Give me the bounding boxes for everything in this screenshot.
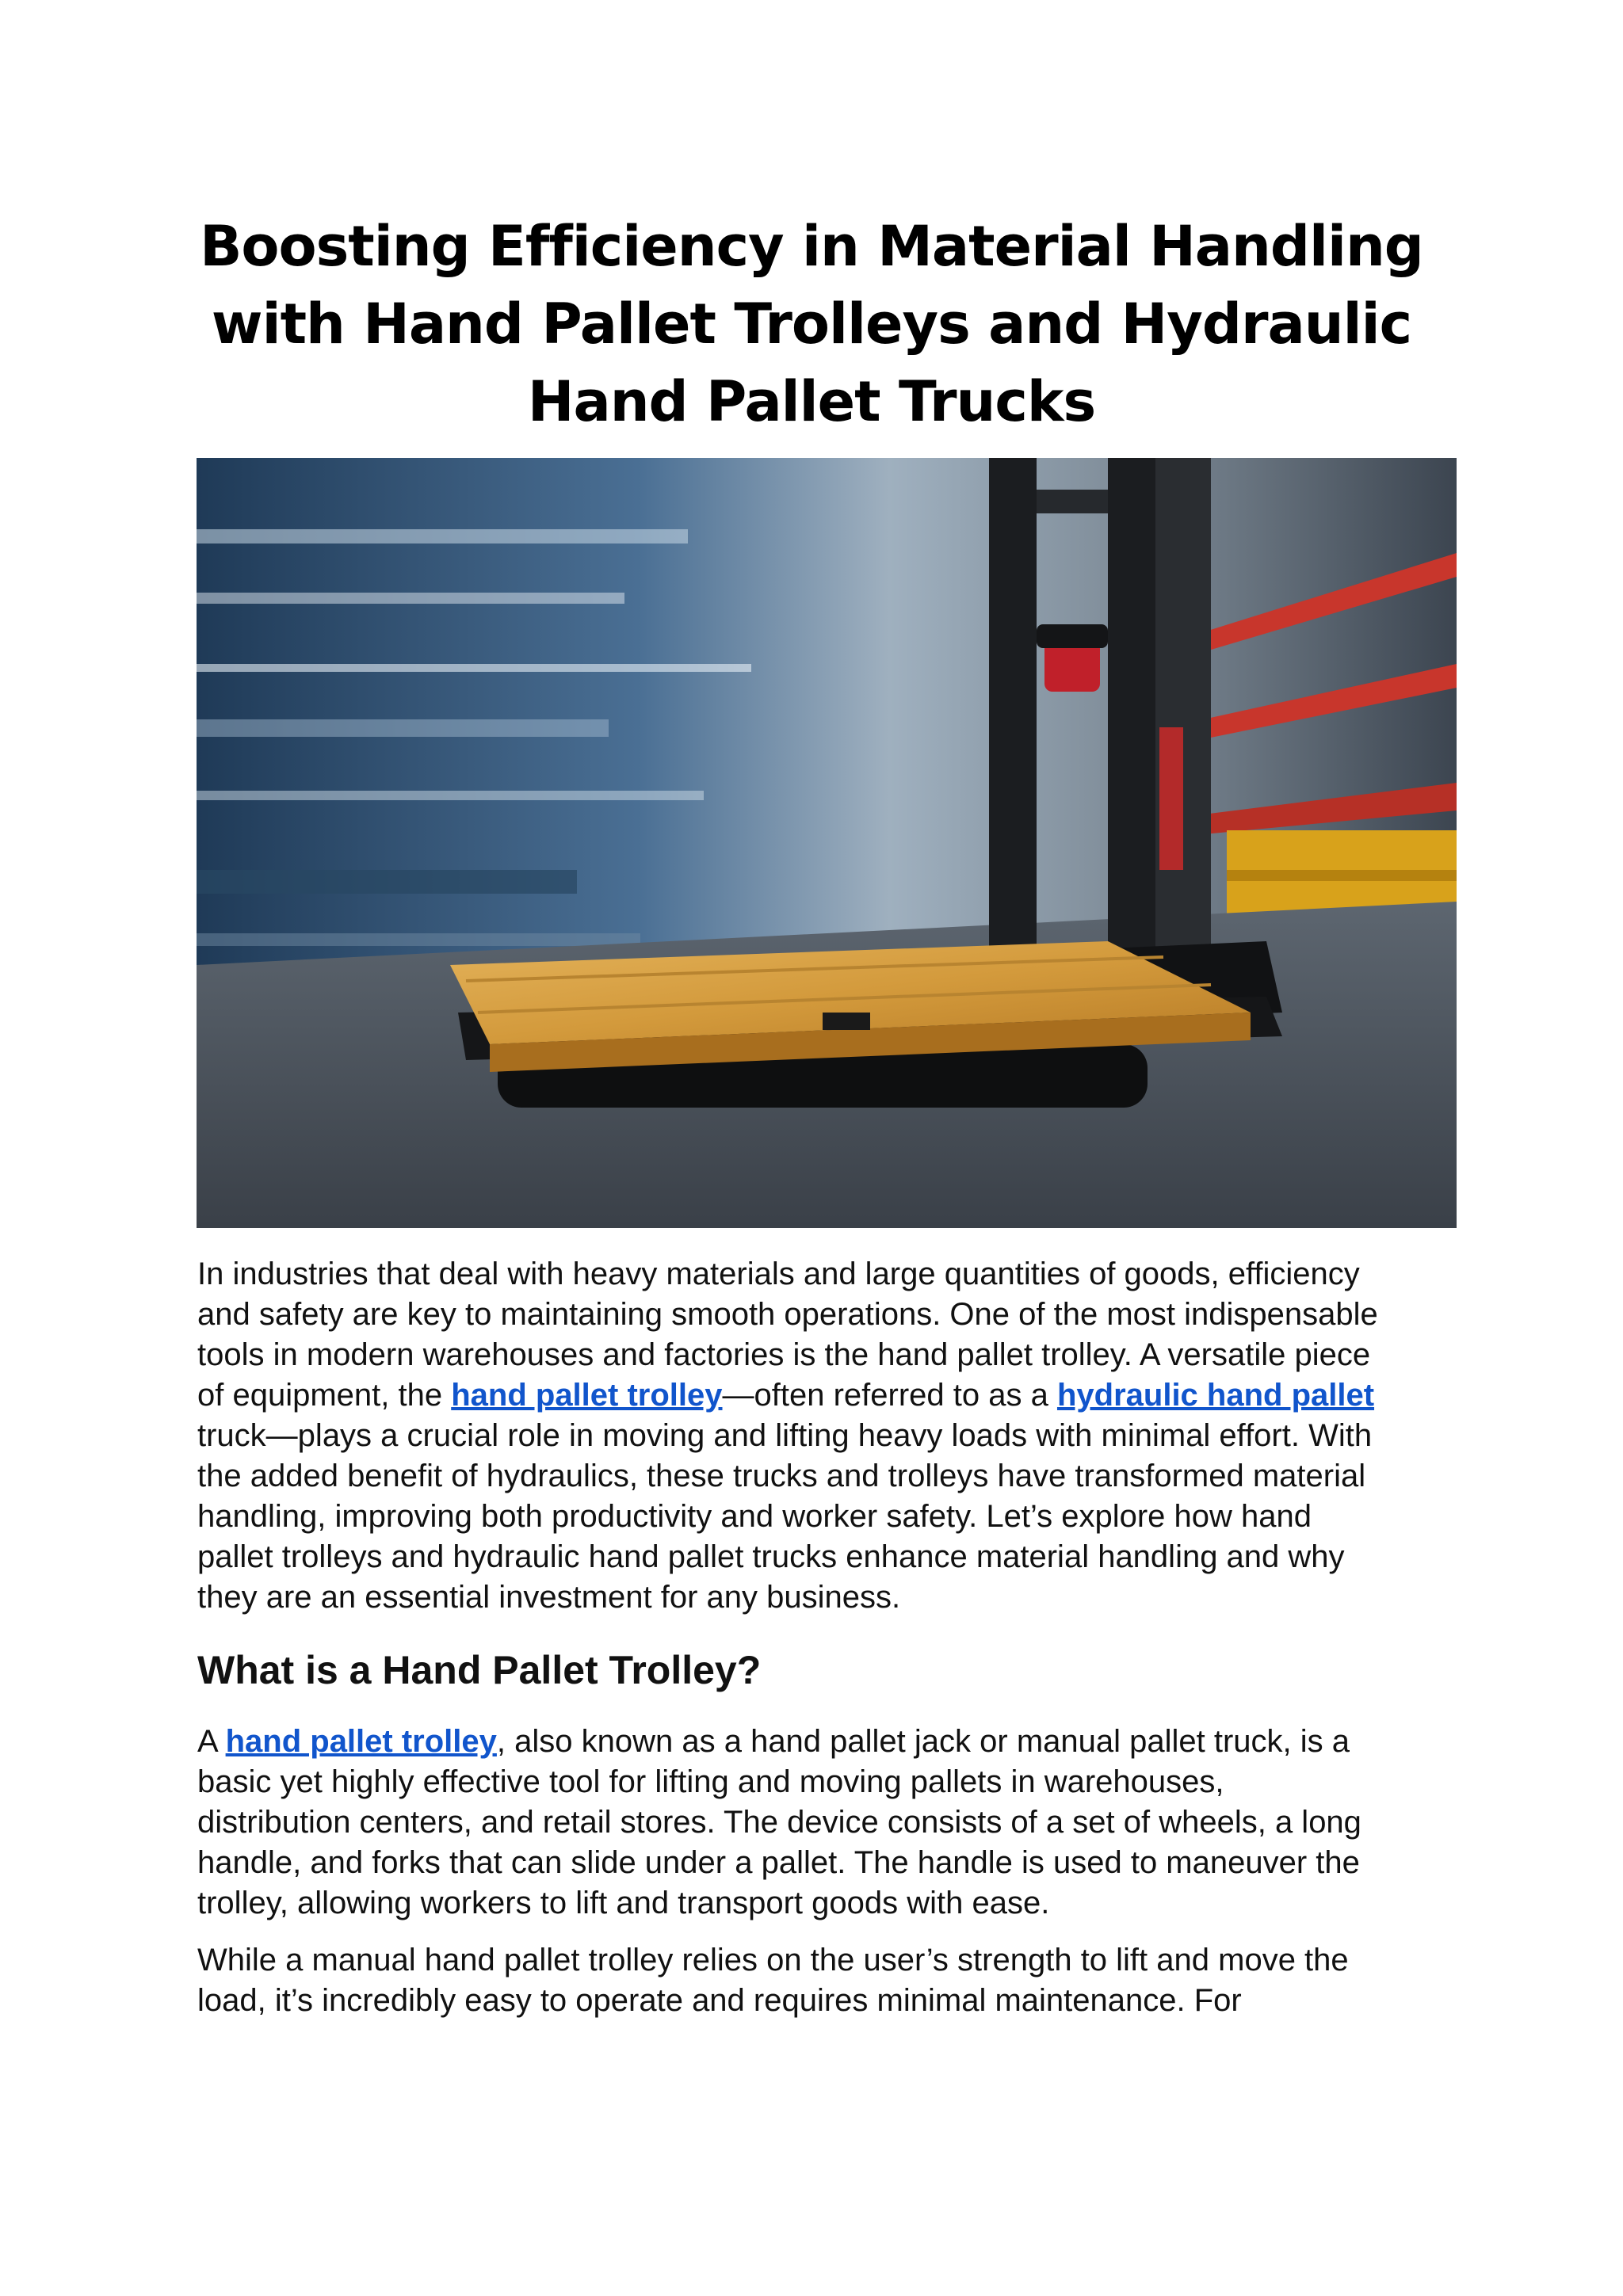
p2-line-2: load, it’s incredibly easy to operate and requires minimal maintenance. For [197, 1983, 1242, 2018]
title-line-1: Boosting Efficiency in Material Handling [200, 214, 1423, 279]
intro-line-4-text-b: —often referred to as a [722, 1378, 1057, 1413]
p1-line-2: basic yet highly effective tool for lifting and moving pallets in warehouses, [197, 1764, 1224, 1799]
hand-pallet-trolley-link-2[interactable]: hand pallet trolley [225, 1724, 497, 1759]
intro-line-7: handling, improving both productivity and worker safety. Let’s explore how hand [197, 1499, 1312, 1534]
intro-line-8: pallet trolleys and hydraulic hand pallet trucks enhance material handling and why [197, 1539, 1345, 1574]
intro-line-2: and safety are key to maintaining smooth operations. One of the most indispensable [197, 1297, 1378, 1332]
hero-image [197, 458, 1457, 1228]
section-heading: What is a Hand Pallet Trolley? [197, 1648, 762, 1692]
p1-line-1-text-b: , also known as a hand pallet jack or manual pallet truck, is a [496, 1724, 1350, 1759]
title-line-3: Hand Pallet Trucks [527, 369, 1096, 434]
p1-line-5: trolley, allowing workers to lift and transport goods with ease. [197, 1886, 1050, 1920]
intro-line-9: they are an essential investment for any business. [197, 1580, 901, 1615]
p2-line-1: While a manual hand pallet trolley relies on the user’s strength to lift and move the [197, 1943, 1349, 1978]
title-line-2: with Hand Pallet Trolleys and Hydraulic [211, 292, 1412, 357]
intro-line-4 [197, 1375, 1434, 1416]
intro-line-1: In industries that deal with heavy materials and large quantities of goods, efficiency [197, 1257, 1360, 1291]
page-title [198, 208, 1425, 441]
section-paragraph-2 [197, 1940, 1434, 2021]
intro-line-5: truck—plays a crucial role in moving and lifting heavy loads with minimal effort. With [197, 1418, 1373, 1453]
hand-pallet-trolley-link[interactable]: hand pallet trolley [451, 1378, 723, 1413]
intro-line-6: the added benefit of hydraulics, these trucks and trolleys have transformed material [197, 1459, 1366, 1493]
intro-line-4-text-a: of equipment, the [197, 1378, 452, 1413]
p1-line-1 [197, 1722, 1434, 1762]
intro-line-3: tools in modern warehouses and factories is the hand pallet trolley. A versatile piece [197, 1337, 1371, 1372]
hydraulic-hand-pallet-link[interactable]: hydraulic hand pallet [1056, 1378, 1375, 1413]
p1-line-3: distribution centers, and retail stores. The device consists of a set of wheels, a long [197, 1805, 1361, 1840]
p1-line-1-text-a: A [197, 1724, 226, 1759]
intro-paragraph [197, 1254, 1434, 1618]
p1-line-4: handle, and forks that can slide under a pallet. The handle is used to maneuver the [197, 1845, 1360, 1880]
section-paragraph-1 [197, 1722, 1434, 1924]
hand-pallet-truck-photo [197, 458, 1457, 1228]
